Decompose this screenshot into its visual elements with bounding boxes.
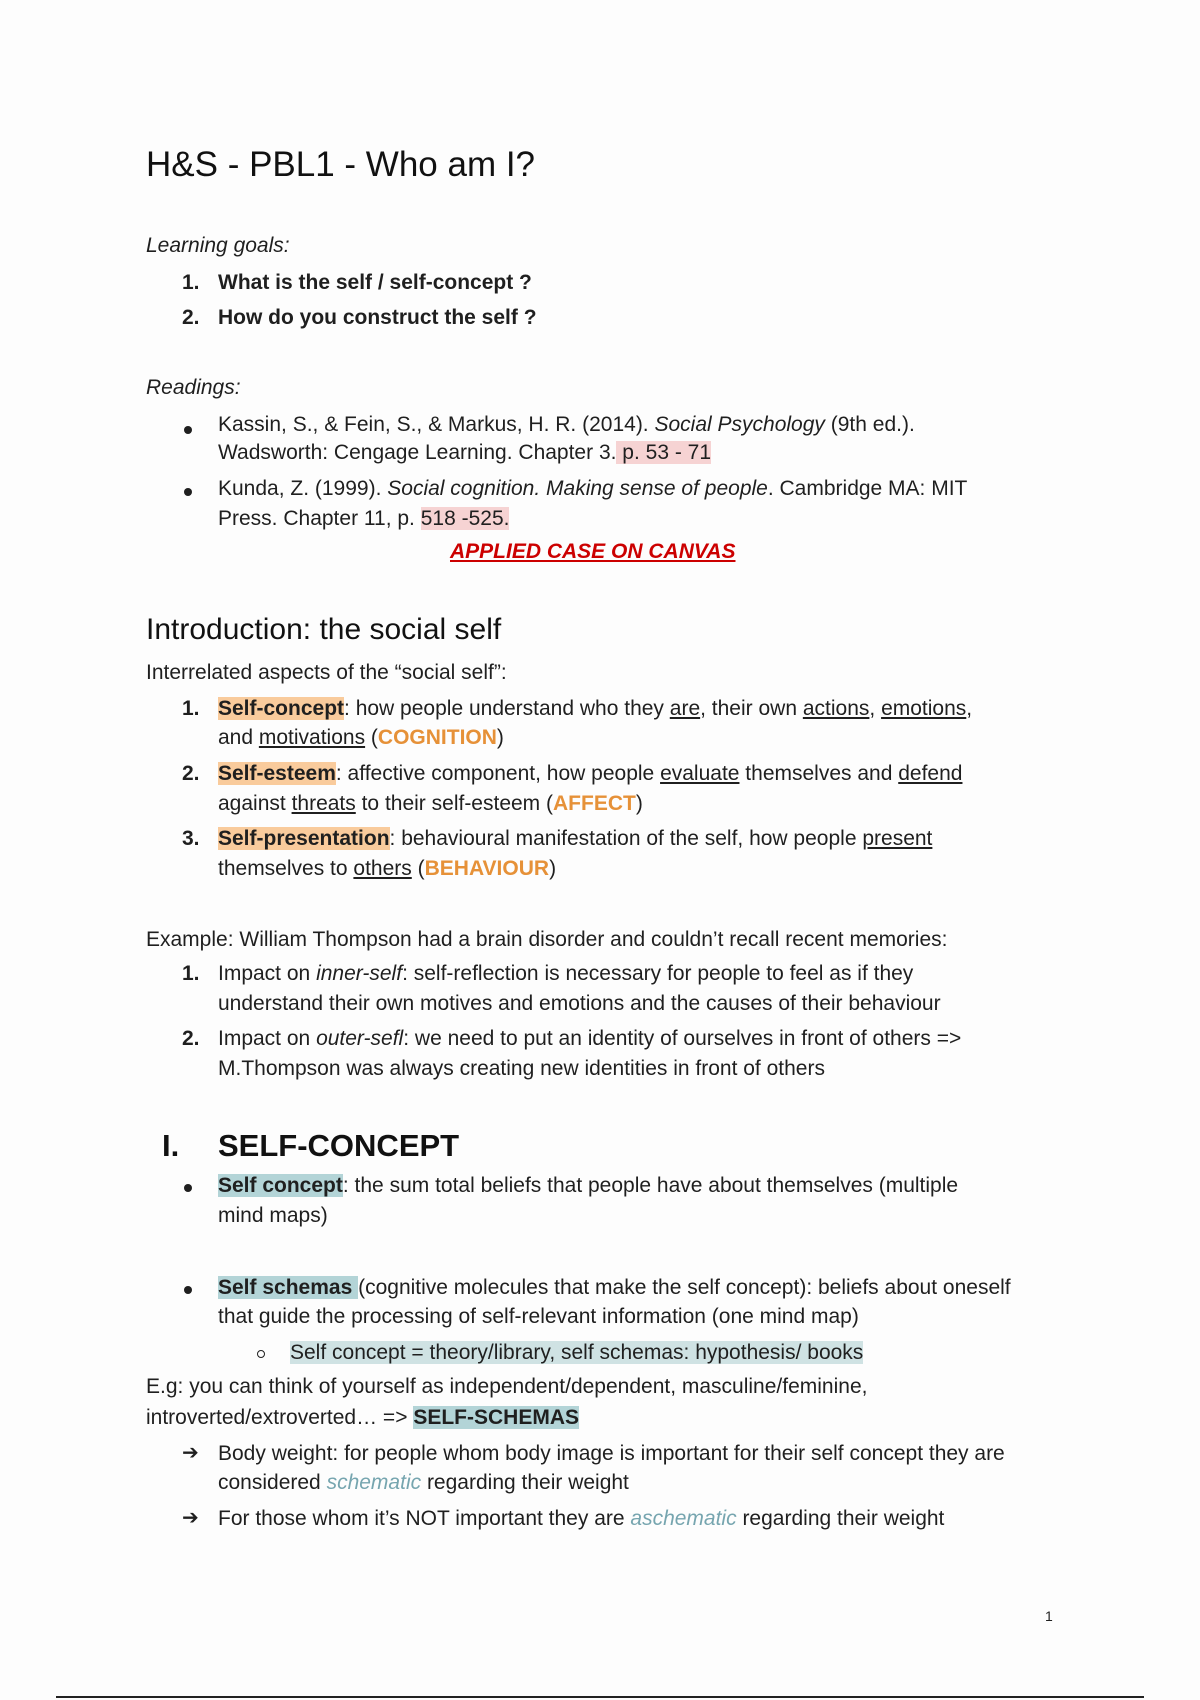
intro-item-2-line-1: 2. Self-esteem: affective component, how people evaluate themselves and defend: [182, 762, 963, 785]
bullet-icon: [184, 1286, 192, 1294]
circle-bullet-icon: [257, 1350, 265, 1358]
reading-1-line-2: Wadsworth: Cengage Learning. Chapter 3. p. 53 - 71: [218, 441, 712, 464]
intro-item-3-line-2: themselves to others (BEHAVIOUR): [218, 857, 557, 880]
arrow-right-icon: ➔: [182, 1507, 199, 1529]
self-concept-analogy: Self concept = theory/library, self schemas: hypothesis/ books: [290, 1341, 864, 1364]
reading-1-pages: p. 53 - 71: [616, 441, 712, 464]
example-item-1-line-2: understand their own motives and emotions and the causes of their behaviour: [218, 992, 941, 1015]
reading-2-line-1: Kunda, Z. (1999). Social cognition. Making sense of people. Cambridge MA: MIT: [218, 477, 968, 500]
arrow-item-1-line-1: Body weight: for people whom body image is important for their self concept they are: [218, 1442, 1005, 1465]
learning-goals-label: Learning goals:: [146, 234, 290, 257]
self-concept-line-1: Self concept: the sum total beliefs that people have about themselves (multiple: [218, 1174, 959, 1197]
self-schemas-line-2: that guide the processing of self-relevant information (one mind map): [218, 1305, 859, 1328]
goal-1: 1. What is the self / self-concept ?: [182, 271, 532, 294]
reading-2-pages: 518 -525.: [420, 507, 510, 530]
self-concept-line-2: mind maps): [218, 1204, 328, 1227]
applied-case-link[interactable]: APPLIED CASE ON CANVAS: [450, 540, 736, 563]
eg-line-2: introverted/extroverted… => SELF-SCHEMAS: [146, 1406, 579, 1429]
section-numeral: I.: [162, 1128, 180, 1163]
eg-line-1: E.g: you can think of yourself as independent/dependent, masculine/feminine,: [146, 1375, 868, 1398]
self-schemas-line-1: Self schemas (cognitive molecules that make the self concept): beliefs about oneself: [218, 1276, 1011, 1299]
bullet-icon: [184, 488, 192, 496]
section-heading: SELF-CONCEPT: [218, 1128, 460, 1163]
example-item-2-line-2: M.Thompson was always creating new identities in front of others: [218, 1057, 825, 1080]
page-bottom-rule: [56, 1696, 1144, 1698]
goal-2: 2. How do you construct the self ?: [182, 306, 537, 329]
intro-heading: Introduction: the social self: [146, 613, 502, 646]
example-item-2-line-1: 2. Impact on outer-sefl: we need to put an identity of ourselves in front of others =>: [182, 1027, 962, 1050]
arrow-item-1-line-2: considered schematic regarding their weight: [218, 1471, 629, 1494]
bullet-icon: [184, 1184, 192, 1192]
intro-item-1-line-1: 1. Self-concept: how people understand who they are, their own actions, emotions,: [182, 697, 973, 720]
page-number: 1: [1045, 1608, 1053, 1624]
intro-lead: Interrelated aspects of the “social self”:: [146, 661, 507, 684]
example-lead: Example: William Thompson had a brain disorder and couldn’t recall recent memories:: [146, 928, 948, 951]
reading-2-line-2: Press. Chapter 11, p. 518 -525.: [218, 507, 510, 530]
bullet-icon: [184, 426, 192, 434]
readings-label: Readings:: [146, 376, 241, 399]
intro-item-2-line-2: against threats to their self-esteem (AFFECT): [218, 792, 643, 815]
intro-item-1-line-2: and motivations (COGNITION): [218, 726, 504, 749]
intro-item-3-line-1: 3. Self-presentation: behavioural manifestation of the self, how people present: [182, 827, 933, 850]
page-title: H&S - PBL1 - Who am I?: [146, 145, 536, 184]
arrow-right-icon: ➔: [182, 1442, 199, 1464]
reading-1-line-1: Kassin, S., & Fein, S., & Markus, H. R. (2014). Social Psychology (9th ed.).: [218, 413, 915, 436]
example-item-1-line-1: 1. Impact on inner-self: self-reflection is necessary for people to feel as if they: [182, 962, 914, 985]
arrow-item-2: For those whom it’s NOT important they are aschematic regarding their weight: [218, 1507, 945, 1530]
